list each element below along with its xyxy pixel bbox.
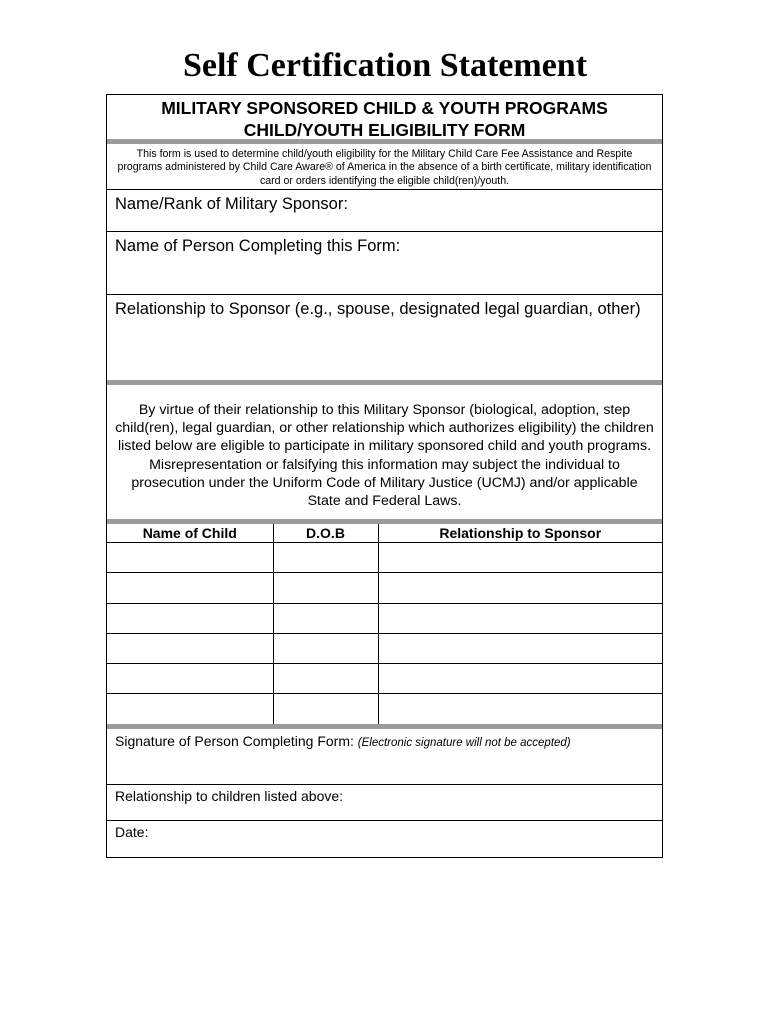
eligibility-form [106, 94, 663, 858]
child-relationship-cell[interactable] [378, 603, 662, 633]
table-row [107, 694, 662, 724]
child-relationship-cell[interactable] [378, 543, 662, 573]
form-header-line2: CHILD/YOUTH ELIGIBILITY FORM [243, 120, 526, 140]
signature-label: Signature of Person Completing Form: [115, 732, 354, 749]
form-intro: This form is used to determine child/youth eligibility for the Military Child Care Fee Assistance and Respite programs administered by Child Care Aware® of America in the absence of a birth certificate, military identification card or orders identifying the eligible child(ren)/youth. [107, 144, 662, 190]
child-name-cell[interactable] [107, 603, 273, 633]
person-completing-field[interactable] [107, 232, 662, 295]
column-header-name: Name of Child [107, 524, 273, 543]
child-name-cell[interactable] [107, 543, 273, 573]
relationship-to-sponsor-field[interactable] [107, 295, 662, 385]
child-dob-cell[interactable] [273, 694, 378, 724]
eligibility-statement: By virtue of their relationship to this Military Sponsor (biological, adoption, step child(ren), legal guardian, or other relationship which authorizes eligibility) the children listed below are eligible to participate in military sponsored child and youth programs. Misrepresentation or falsifying this information may subject the individual to prosecution under the Uniform Code of Military Justice (UCMJ) and/or applicable State and Federal Laws. [107, 385, 662, 524]
table-row [107, 633, 662, 663]
table-row [107, 664, 662, 694]
children-table-section [107, 524, 662, 729]
page-title: Self Certification Statement [182, 47, 588, 84]
child-relationship-cell[interactable] [378, 694, 662, 724]
children-table [107, 524, 662, 724]
date-field[interactable] [107, 821, 662, 857]
table-row [107, 543, 662, 573]
date-label: Date: [115, 823, 149, 840]
form-header-line1: MILITARY SPONSORED CHILD & YOUTH PROGRAMS [161, 98, 608, 118]
child-dob-cell[interactable] [273, 633, 378, 663]
sponsor-name-label: Name/Rank of Military Sponsor: [115, 195, 348, 213]
child-relationship-cell[interactable] [378, 573, 662, 603]
table-row [107, 603, 662, 633]
child-name-cell[interactable] [107, 664, 273, 694]
child-name-cell[interactable] [107, 633, 273, 663]
child-dob-cell[interactable] [273, 543, 378, 573]
relationship-to-sponsor-label: Relationship to Sponsor (e.g., spouse, designated legal guardian, other) [115, 300, 641, 318]
child-relationship-cell[interactable] [378, 664, 662, 694]
sponsor-name-field[interactable] [107, 190, 662, 232]
column-header-dob: D.O.B [273, 524, 378, 543]
column-header-relationship: Relationship to Sponsor [378, 524, 662, 543]
signature-field[interactable] [107, 729, 662, 785]
table-row [107, 573, 662, 603]
child-name-cell[interactable] [107, 694, 273, 724]
table-header-row [107, 524, 662, 543]
child-dob-cell[interactable] [273, 603, 378, 633]
person-completing-label: Name of Person Completing this Form: [115, 237, 401, 255]
signature-note: (Electronic signature will not be accepted) [357, 736, 571, 749]
relationship-children-label: Relationship to children listed above: [115, 787, 344, 804]
child-name-cell[interactable] [107, 573, 273, 603]
form-header [107, 95, 662, 144]
child-dob-cell[interactable] [273, 573, 378, 603]
child-relationship-cell[interactable] [378, 633, 662, 663]
relationship-children-field[interactable] [107, 785, 662, 821]
child-dob-cell[interactable] [273, 664, 378, 694]
